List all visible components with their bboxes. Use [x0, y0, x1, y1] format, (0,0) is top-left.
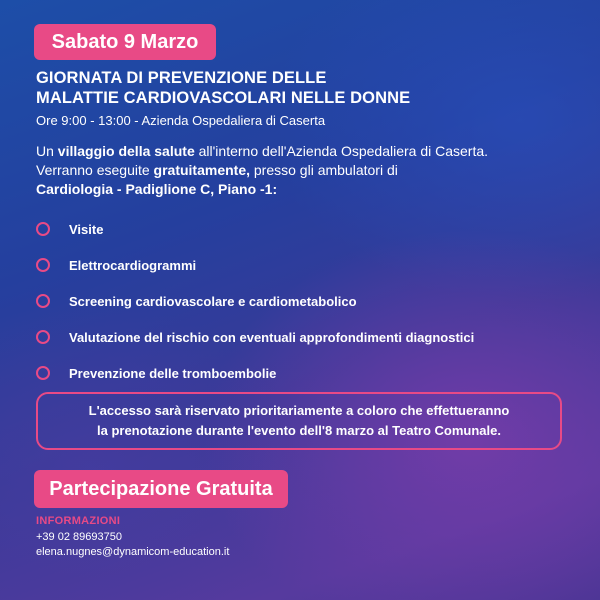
intro-text: all'interno dell'Azienda Ospedaliera di Caserta.	[194, 143, 489, 159]
service-label: Visite	[69, 221, 104, 237]
circle-bullet-icon	[36, 366, 50, 380]
service-label: Valutazione del rischio con eventuali approfondimenti diagnostici	[69, 329, 475, 345]
list-item	[36, 319, 576, 355]
service-label: Elettrocardiogrammi	[69, 257, 197, 273]
info-phone[interactable]: +39 02 89693750	[36, 531, 122, 543]
info-heading: INFORMAZIONI	[36, 515, 121, 527]
access-notice-box	[36, 392, 562, 450]
list-item	[36, 247, 576, 283]
event-title	[36, 68, 556, 108]
service-label: Screening cardiovascolare e cardiometabolico	[69, 293, 357, 309]
intro-highlight: villaggio della salute	[57, 143, 195, 159]
intro-text: Un	[36, 143, 58, 159]
circle-bullet-icon	[36, 294, 50, 308]
list-item	[36, 283, 576, 319]
services-list	[36, 211, 576, 391]
intro-text: presso gli ambulatori di	[250, 162, 398, 178]
event-time-location: Ore 9:00 - 13:00 - Azienda Ospedaliera di Caserta	[36, 113, 326, 128]
circle-bullet-icon	[36, 258, 50, 272]
event-title-line-2: MALATTIE CARDIOVASCOLARI NELLE DONNE	[36, 89, 411, 107]
circle-bullet-icon	[36, 330, 50, 344]
list-item	[36, 211, 576, 247]
service-label: Prevenzione delle tromboembolie	[69, 365, 277, 381]
list-item	[36, 355, 576, 391]
intro-paragraph	[36, 142, 576, 199]
notice-line-2: la prenotazione durante l'evento dell'8 marzo al Teatro Comunale.	[97, 423, 501, 438]
intro-highlight: gratuitamente,	[153, 162, 250, 178]
event-title-line-1: GIORNATA DI PREVENZIONE DELLE	[36, 69, 327, 87]
notice-line-1: L'accesso sarà riservato prioritariamente a coloro che effettueranno	[88, 403, 510, 418]
intro-location: Cardiologia - Padiglione C, Piano -1:	[36, 181, 278, 197]
circle-bullet-icon	[36, 222, 50, 236]
free-participation-badge: Partecipazione Gratuita	[34, 470, 288, 508]
intro-text: Verranno eseguite	[36, 162, 154, 178]
info-email[interactable]: elena.nugnes@dynamicom-education.it	[36, 546, 230, 558]
date-badge: Sabato 9 Marzo	[34, 24, 216, 60]
